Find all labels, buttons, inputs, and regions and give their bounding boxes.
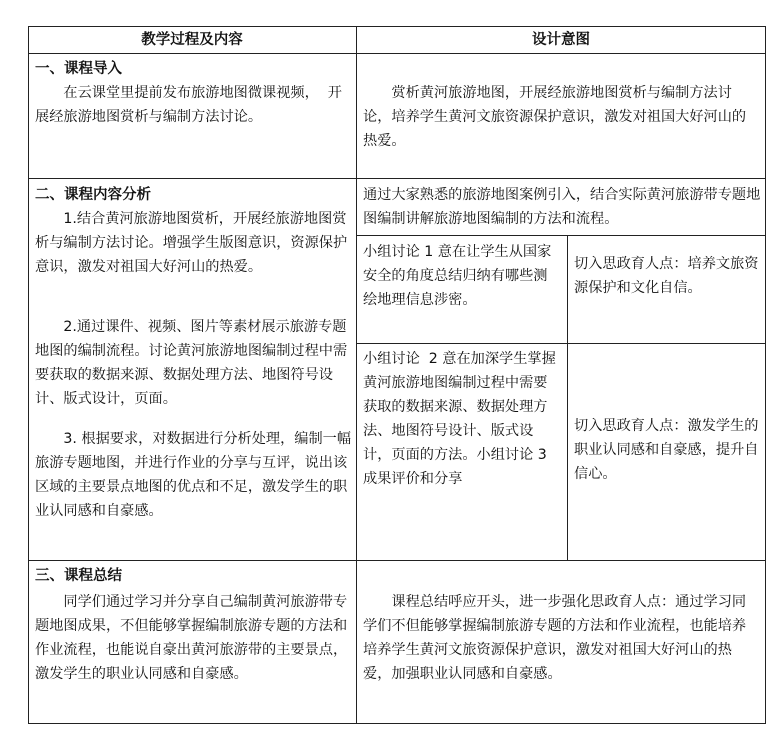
- intro-body: 在云课堂里提前发布旅游地图微课视频， 开展经旅游地图赏析与编制方法讨论。: [35, 85, 342, 125]
- header-process: 教学过程及内容: [141, 32, 243, 48]
- row-divider-1: [28, 178, 766, 179]
- intro-intent: 赏析黄河旅游地图，开展经旅游地图赏析与编制方法讨论，培养学生黄河文旅资源保护意识，激发对祖国大好河山的热爱。: [363, 85, 747, 149]
- content-point-2: 2.通过课件、视频、图片等素材展示旅游专题地图的编制流程。讨论黄河旅游地图编制过程中需要获取的数据来源、数据处理方法、地图符号设计、版式设计，页面。: [35, 319, 348, 407]
- section-title-content: 二、课程内容分析: [35, 187, 151, 203]
- section-title-intro: 一、课程导入: [35, 61, 122, 77]
- header-intent: 设计意图: [532, 32, 590, 48]
- content-point-1: 1.结合黄河旅游地图赏析，开展经旅游地图赏析与编制方法讨论。增强学生版图意识，资源保护意识，激发对祖国大好河山的热爱。: [35, 211, 348, 275]
- section-title-summary: 三、课程总结: [35, 568, 122, 584]
- summary-body: 同学们通过学习并分享自己编制黄河旅游带专题地图成果，不但能够掌握编制旅游专题的方法和作业流程，也能说自豪出黄河旅游带的主要景点，激发学生的职业认同感和自豪感。: [35, 594, 348, 682]
- group-discussion-2-3: 小组讨论 2 意在加深学生掌握黄河旅游地图编制过程中需要获取的数据来源、数据处理方法、地图符号设计、版式设计，页面的方法。小组讨论 3 成果评价和分享: [363, 351, 556, 487]
- subcell-divider-top: [356, 235, 766, 236]
- subcell-divider-mid: [356, 343, 766, 344]
- row-divider-2: [28, 560, 766, 561]
- ideology-point-1: 切入思政育人点：培养文旅资源保护和文化自信。: [574, 256, 759, 296]
- content-intent-intro: 通过大家熟悉的旅游地图案例引入，结合实际黄河旅游带专题地图编制讲解旅游地图编制的方法和流程。: [363, 187, 761, 227]
- group-discussion-1: 小组讨论 1 意在让学生从国家安全的角度总结归纳有哪些测绘地理信息涉密。: [363, 244, 552, 308]
- col-divider: [356, 26, 357, 724]
- subcell-col-divider: [567, 235, 568, 560]
- row-divider-header: [28, 53, 766, 54]
- ideology-point-2: 切入思政育人点：激发学生的职业认同感和自豪感，提升自信心。: [574, 418, 759, 482]
- summary-intent: 课程总结呼应开头，进一步强化思政育人点：通过学习同学们不但能够掌握编制旅游专题的方法和作业流程，也能培养培养学生黄河文旅资源保护意识，激发对祖国大好河山的热爱，加强职业认同感和自豪感。: [363, 594, 747, 682]
- content-point-3: 3. 根据要求，对数据进行分析处理，编制一幅旅游专题地图，并进行作业的分享与互评，说出该区域的主要景点地图的优点和不足，激发学生的职业认同感和自豪感。: [35, 431, 352, 519]
